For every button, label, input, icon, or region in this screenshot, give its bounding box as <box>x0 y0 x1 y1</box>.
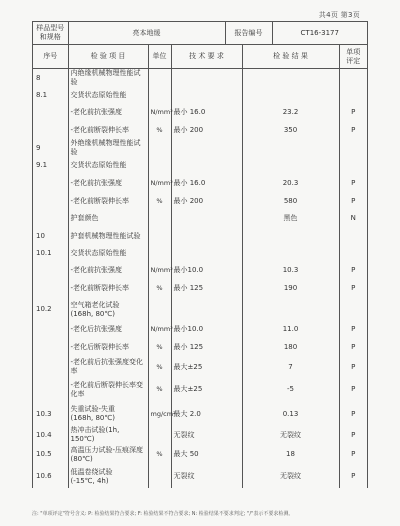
table-row <box>33 157 367 174</box>
table-row <box>33 69 367 88</box>
cell-item: -老化前后抗张强度变化率 <box>68 357 148 377</box>
report-header-table <box>33 22 367 45</box>
cell-unit: % <box>148 338 171 357</box>
cell-seq: 10.6 <box>33 465 68 488</box>
cell-unit <box>148 465 171 488</box>
cell-unit: % <box>148 357 171 377</box>
cell-verdict: P <box>351 266 356 274</box>
cell-requirement: 最大 50 <box>171 444 242 465</box>
cell-item: -老化前抗张强度 <box>68 103 148 122</box>
column-header-row <box>33 45 367 69</box>
cell-verdict <box>339 227 367 245</box>
cell-verdict: P <box>351 284 356 292</box>
cell-result: 11.0 <box>242 321 339 338</box>
sample-model-label: 样品型号 和规格 <box>33 22 68 45</box>
cell-requirement: 最小10.0 <box>171 262 242 279</box>
cell-seq: 8 <box>33 69 68 88</box>
cell-requirement: 最小 125 <box>171 279 242 298</box>
col-header-result: 检 验 结 果 <box>242 45 339 69</box>
cell-requirement: 无裂纹 <box>171 465 242 488</box>
cell-result <box>242 157 339 174</box>
cell-verdict: P <box>351 450 356 458</box>
cell-result <box>242 227 339 245</box>
cell-verdict <box>339 245 367 262</box>
report-number-value: CT16-3177 <box>272 22 367 45</box>
cell-item: -老化后抗张强度 <box>68 321 148 338</box>
table-row <box>33 338 367 357</box>
report-number-label: 报告编号 <box>225 22 272 45</box>
cell-seq <box>33 262 68 279</box>
cell-unit: N/mm² <box>148 174 171 193</box>
cell-result <box>242 298 339 321</box>
table-row <box>33 357 367 377</box>
cell-unit <box>148 139 171 157</box>
cell-seq <box>33 377 68 402</box>
cell-unit: mg/cm² <box>148 402 171 426</box>
cell-result: -5 <box>242 377 339 402</box>
cell-seq: 10.5 <box>33 444 68 465</box>
cell-seq <box>33 174 68 193</box>
cell-item: 空气箱老化试验 (168h, 80℃) <box>68 298 148 321</box>
cell-unit <box>148 298 171 321</box>
test-results-table <box>33 45 367 488</box>
col-header-unit: 单位 <box>148 45 171 69</box>
cell-seq: 9 <box>33 139 68 157</box>
cell-verdict <box>339 69 367 88</box>
cell-requirement: 最小 125 <box>171 338 242 357</box>
table-row <box>33 426 367 444</box>
cell-verdict: P <box>351 343 356 351</box>
cell-verdict <box>339 298 367 321</box>
cell-requirement <box>171 69 242 88</box>
cell-requirement <box>171 210 242 227</box>
col-header-seq: 序号 <box>33 45 68 69</box>
cell-seq <box>33 103 68 122</box>
cell-item: 护套颜色 <box>68 210 148 227</box>
sample-info-row <box>33 22 367 45</box>
cell-item: 外绝缘机械物理性能试验 <box>68 139 148 157</box>
cell-requirement: 最大 2.0 <box>171 402 242 426</box>
cell-seq: 10.2 <box>33 298 68 321</box>
cell-unit: N/mm² <box>148 103 171 122</box>
table-row <box>33 174 367 193</box>
cell-item: 热冲击试验(1h, 150℃) <box>68 426 148 444</box>
cell-result: 18 <box>242 444 339 465</box>
cell-seq <box>33 279 68 298</box>
cell-result: 23.2 <box>242 103 339 122</box>
cell-item: 内绝缘机械物理性能试验 <box>68 69 148 88</box>
cell-verdict: P <box>351 409 356 418</box>
cell-verdict <box>339 157 367 174</box>
cell-requirement <box>171 139 242 157</box>
cell-unit <box>148 245 171 262</box>
cell-requirement: 最大±25 <box>171 357 242 377</box>
cell-verdict: P <box>351 385 356 393</box>
cell-requirement <box>171 227 242 245</box>
cell-result: 无裂纹 <box>242 465 339 488</box>
cell-unit: % <box>148 193 171 210</box>
cell-verdict: P <box>351 430 356 439</box>
table-row <box>33 193 367 210</box>
cell-seq: 8.1 <box>33 87 68 103</box>
cell-result <box>242 87 339 103</box>
cell-unit: % <box>148 377 171 402</box>
cell-result <box>242 139 339 157</box>
table-row <box>33 210 367 227</box>
table-row <box>33 103 367 122</box>
cell-seq: 10.1 <box>33 245 68 262</box>
cell-unit <box>148 210 171 227</box>
table-row <box>33 87 367 103</box>
cell-requirement <box>171 245 242 262</box>
table-row <box>33 262 367 279</box>
cell-unit: % <box>148 279 171 298</box>
cell-verdict: P <box>351 179 356 187</box>
cell-requirement: 最小 200 <box>171 193 242 210</box>
cell-item: -老化后断裂伸长率 <box>68 338 148 357</box>
cell-verdict: P <box>351 126 356 134</box>
cell-verdict <box>339 139 367 157</box>
cell-item: 交货状态原始性能 <box>68 157 148 174</box>
cell-seq <box>33 193 68 210</box>
cell-verdict: P <box>351 108 356 116</box>
table-row <box>33 279 367 298</box>
cell-item: 交货状态原始性能 <box>68 245 148 262</box>
cell-result: 350 <box>242 122 339 139</box>
table-row <box>33 139 367 157</box>
table-row <box>33 444 367 465</box>
cell-item: 护套机械物理性能试验 <box>68 227 148 245</box>
cell-result: 0.13 <box>242 402 339 426</box>
cell-verdict: P <box>351 472 356 480</box>
cell-requirement: 最小 16.0 <box>171 174 242 193</box>
cell-verdict: P <box>351 197 356 205</box>
cell-seq: 10 <box>33 227 68 245</box>
table-row <box>33 377 367 402</box>
page-number: 共4页 第3页 <box>318 11 360 19</box>
table-row <box>33 122 367 139</box>
cell-item: -老化前断裂伸长率 <box>68 279 148 298</box>
table-row <box>33 465 367 488</box>
cell-item: -老化前断裂伸长率 <box>68 122 148 139</box>
cell-result: 180 <box>242 338 339 357</box>
cell-requirement <box>171 298 242 321</box>
sample-model-value: 亮本地缓 <box>68 22 225 45</box>
cell-result: 无裂纹 <box>242 426 339 444</box>
cell-result: 黑色 <box>242 210 339 227</box>
cell-result: 580 <box>242 193 339 210</box>
cell-verdict: N <box>350 214 356 222</box>
cell-unit <box>148 157 171 174</box>
cell-verdict: P <box>351 325 356 333</box>
cell-item: 低温卷绕试验 (-15℃, 4h) <box>68 465 148 488</box>
cell-seq <box>33 122 68 139</box>
cell-seq <box>33 357 68 377</box>
cell-result: 7 <box>242 357 339 377</box>
col-header-item: 检 验 项 目 <box>68 45 148 69</box>
cell-result: 10.3 <box>242 262 339 279</box>
cell-unit: N/mm² <box>148 262 171 279</box>
cell-requirement <box>171 157 242 174</box>
table-row <box>33 245 367 262</box>
cell-unit: % <box>148 444 171 465</box>
cell-item: -老化前抗张强度 <box>68 174 148 193</box>
cell-item: 高温压力试验-压痕深度(80℃) <box>68 444 148 465</box>
table-row <box>33 321 367 338</box>
cell-item: -老化前后断裂伸长率变化率 <box>68 377 148 402</box>
cell-unit: N/mm² <box>148 321 171 338</box>
cell-seq: 9.1 <box>33 157 68 174</box>
cell-unit <box>148 69 171 88</box>
cell-seq <box>33 210 68 227</box>
cell-requirement: 最小10.0 <box>171 321 242 338</box>
footnote: 注: "单项评定"符号含义: P: 检验结果符合要求; F: 检验结果不符合要求; N: 检验结果不要求判定; "/"表示不要求检测。 <box>32 511 294 517</box>
cell-verdict: P <box>351 362 356 371</box>
cell-seq <box>33 321 68 338</box>
table-row <box>33 227 367 245</box>
cell-result: 190 <box>242 279 339 298</box>
table-row <box>33 298 367 321</box>
cell-unit <box>148 87 171 103</box>
col-header-requirement: 技 术 要 求 <box>171 45 242 69</box>
cell-requirement <box>171 87 242 103</box>
cell-requirement: 最小 200 <box>171 122 242 139</box>
cell-seq: 10.3 <box>33 402 68 426</box>
col-header-verdict: 单项 评定 <box>339 45 367 69</box>
cell-requirement: 最大±25 <box>171 377 242 402</box>
cell-seq <box>33 338 68 357</box>
cell-result: 20.3 <box>242 174 339 193</box>
cell-verdict <box>339 87 367 103</box>
cell-unit: % <box>148 122 171 139</box>
cell-unit <box>148 227 171 245</box>
cell-item: -老化前抗张强度 <box>68 262 148 279</box>
cell-seq: 10.4 <box>33 426 68 444</box>
cell-item: 失重试验-失重 (168h, 80℃) <box>68 402 148 426</box>
report-table-container <box>32 21 368 488</box>
cell-unit <box>148 426 171 444</box>
cell-requirement: 无裂纹 <box>171 426 242 444</box>
cell-result <box>242 69 339 88</box>
cell-item: -老化前断裂伸长率 <box>68 193 148 210</box>
table-row <box>33 402 367 426</box>
cell-result <box>242 245 339 262</box>
cell-requirement: 最小 16.0 <box>171 103 242 122</box>
cell-item: 交货状态原始性能 <box>68 87 148 103</box>
